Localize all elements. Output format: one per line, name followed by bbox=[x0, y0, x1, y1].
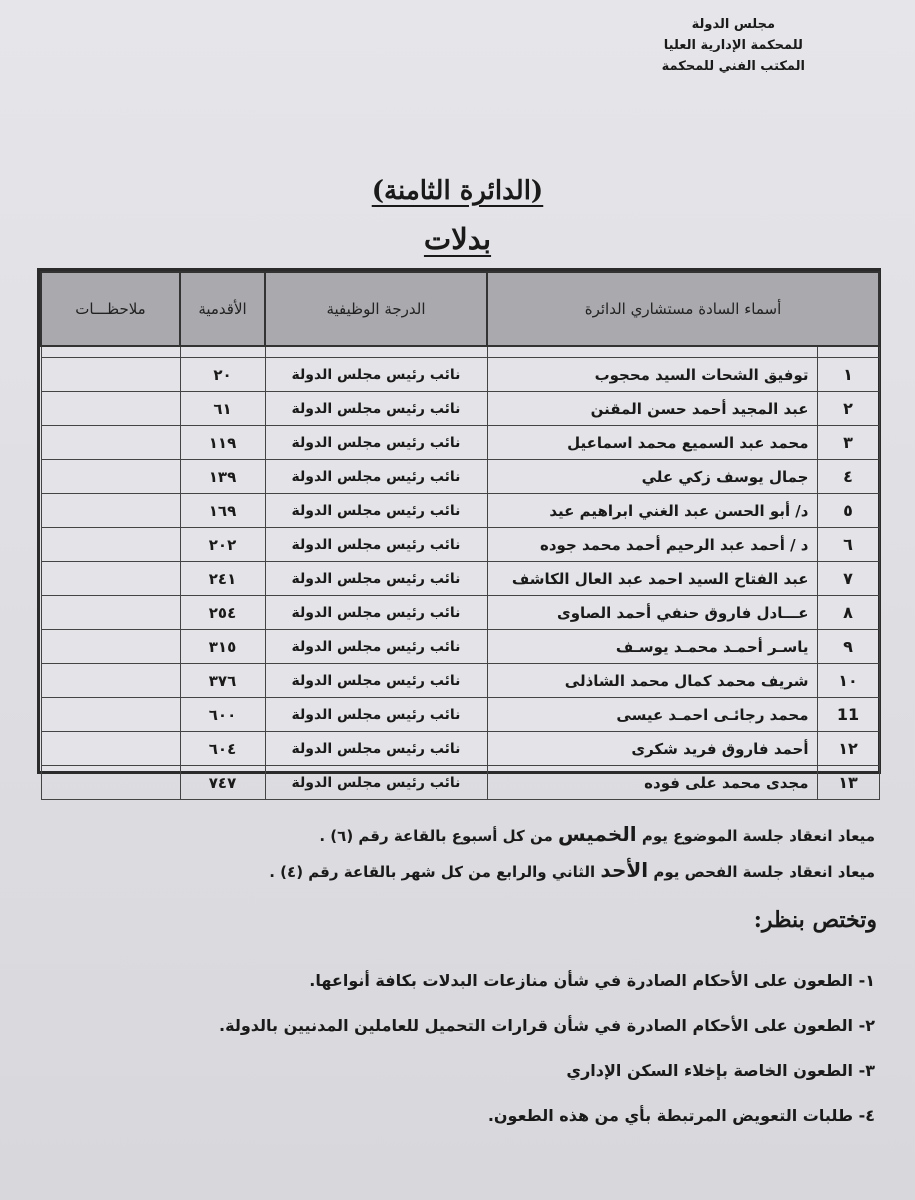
letterhead-line-3: المكتب الفني للمحكمة bbox=[661, 59, 805, 74]
counselor-name: د/ أبو الحسن عبد الغني ابراهيم عيد bbox=[487, 494, 817, 528]
seniority-value: ١٦٩ bbox=[180, 494, 265, 528]
seniority-value: ٦٠٠ bbox=[180, 698, 265, 732]
row-number: ٥ bbox=[817, 494, 879, 528]
table-row bbox=[41, 460, 879, 494]
table-row bbox=[41, 664, 879, 698]
jurisdiction-list bbox=[219, 965, 875, 1145]
notes-cell bbox=[41, 426, 180, 460]
row-number: ٨ bbox=[817, 596, 879, 630]
row-number: ١ bbox=[817, 358, 879, 392]
seniority-value: ٢٥٤ bbox=[180, 596, 265, 630]
row-number: ٧ bbox=[817, 562, 879, 596]
job-grade: نائب رئيس مجلس الدولة bbox=[265, 528, 487, 562]
notes-cell bbox=[41, 596, 180, 630]
list-item: ٤- طلبات التعويض المرتبطة بأي من هذه الطعون. bbox=[487, 1106, 875, 1125]
counselor-name: محمد رجائـى احمـد عيسى bbox=[487, 698, 817, 732]
row-number: ١٣ bbox=[817, 766, 879, 800]
job-grade: نائب رئيس مجلس الدولة bbox=[265, 392, 487, 426]
job-grade: نائب رئيس مجلس الدولة bbox=[265, 664, 487, 698]
notes-cell bbox=[41, 528, 180, 562]
row-number: ٩ bbox=[817, 630, 879, 664]
row-number: ٦ bbox=[817, 528, 879, 562]
notes-cell bbox=[41, 460, 180, 494]
notes-cell bbox=[41, 732, 180, 766]
seniority-value: ٧٤٧ bbox=[180, 766, 265, 800]
seniority-value: ٦٠٤ bbox=[180, 732, 265, 766]
table-row bbox=[41, 698, 879, 732]
job-grade: نائب رئيس مجلس الدولة bbox=[265, 732, 487, 766]
seniority-value: ٣١٥ bbox=[180, 630, 265, 664]
counselor-name: د / أحمد عبد الرحيم أحمد محمد جوده bbox=[487, 528, 817, 562]
job-grade: نائب رئيس مجلس الدولة bbox=[265, 630, 487, 664]
row-number: ١٢ bbox=[817, 732, 879, 766]
seniority-value: ١٣٩ bbox=[180, 460, 265, 494]
letterhead-line-2: للمحكمة الإدارية العليا bbox=[663, 38, 803, 53]
notes-cell bbox=[41, 698, 180, 732]
table-row bbox=[41, 562, 879, 596]
table-row bbox=[41, 528, 879, 562]
list-item: ١- الطعون على الأحكام الصادرة في شأن منازعات البدلات بكافة أنواعها. bbox=[309, 971, 875, 990]
counselors-table bbox=[37, 268, 881, 792]
job-grade: نائب رئيس مجلس الدولة bbox=[265, 358, 487, 392]
seniority-value: ١١٩ bbox=[180, 426, 265, 460]
row-number: ٤ bbox=[817, 460, 879, 494]
notes-cell bbox=[41, 494, 180, 528]
table-row bbox=[41, 494, 879, 528]
header-seniority: الأقدمية bbox=[180, 272, 265, 346]
seniority-value: ٢٤١ bbox=[180, 562, 265, 596]
seniority-value: ٢٠ bbox=[180, 358, 265, 392]
table-row bbox=[41, 766, 879, 800]
job-grade: نائب رئيس مجلس الدولة bbox=[265, 766, 487, 800]
circuit-title: (الدائرة الثامنة) bbox=[371, 176, 544, 206]
notes-cell bbox=[41, 664, 180, 698]
notes-cell bbox=[41, 358, 180, 392]
job-grade: نائب رئيس مجلس الدولة bbox=[265, 460, 487, 494]
job-grade: نائب رئيس مجلس الدولة bbox=[265, 596, 487, 630]
list-item: ٢- الطعون على الأحكام الصادرة في شأن قرارات التحميل للعاملين المدنيين بالدولة. bbox=[219, 1016, 875, 1035]
list-item: ٣- الطعون الخاصة بإخلاء السكن الإداري bbox=[566, 1061, 875, 1080]
job-grade: نائب رئيس مجلس الدولة bbox=[265, 494, 487, 528]
row-number: ٢ bbox=[817, 392, 879, 426]
notes-cell bbox=[41, 630, 180, 664]
counselor-name: أحمد فاروق فريد شكرى bbox=[487, 732, 817, 766]
notes-cell bbox=[41, 766, 180, 800]
counselor-name: توفيق الشحات السيد محجوب bbox=[487, 358, 817, 392]
table-row bbox=[41, 596, 879, 630]
row-number: ٣ bbox=[817, 426, 879, 460]
letterhead-line-1: مجلس الدولة bbox=[691, 17, 775, 32]
seniority-value: ٢٠٢ bbox=[180, 528, 265, 562]
table-row bbox=[41, 630, 879, 664]
schedule-line-2: ميعاد انعقاد جلسة الفحص يوم الأحد الثاني والرابع من كل شهر بالقاعة رقم (٤) . bbox=[269, 858, 875, 882]
header-grade: الدرجة الوظيفية bbox=[265, 272, 487, 346]
letterhead bbox=[662, 14, 805, 77]
job-grade: نائب رئيس مجلس الدولة bbox=[265, 426, 487, 460]
seniority-value: ٦١ bbox=[180, 392, 265, 426]
schedule-line-1: ميعاد انعقاد جلسة الموضوع يوم الخميس من كل أسبوع بالقاعة رقم (٦) . bbox=[319, 822, 875, 846]
counselor-name: جمال يوسف زكي علي bbox=[487, 460, 817, 494]
row-number: ١٠ bbox=[817, 664, 879, 698]
notes-cell bbox=[41, 562, 180, 596]
table-row bbox=[41, 358, 879, 392]
counselor-name: ياسـر أحمـد محمـد يوسـف bbox=[487, 630, 817, 664]
notes-cell bbox=[41, 392, 180, 426]
table-row bbox=[41, 392, 879, 426]
counselor-name: مجدى محمد على فوده bbox=[487, 766, 817, 800]
job-grade: نائب رئيس مجلس الدولة bbox=[265, 562, 487, 596]
counselor-name: شريف محمد كمال محمد الشاذلى bbox=[487, 664, 817, 698]
row-number: 11 bbox=[817, 698, 879, 732]
table-header-row bbox=[41, 272, 879, 346]
counselor-name: عبد المجيد أحمد حسن المقنن bbox=[487, 392, 817, 426]
circuit-subtitle: بدلات bbox=[423, 222, 492, 256]
counselor-name: محمد عبد السميع محمد اسماعيل bbox=[487, 426, 817, 460]
job-grade: نائب رئيس مجلس الدولة bbox=[265, 698, 487, 732]
table-row bbox=[41, 732, 879, 766]
seniority-value: ٣٧٦ bbox=[180, 664, 265, 698]
header-notes: ملاحظـــات bbox=[41, 272, 180, 346]
counselor-name: عبد الفتاح السيد احمد عبد العال الكاشف bbox=[487, 562, 817, 596]
counselor-name: عـــادل فاروق حنفي أحمد الصاوى bbox=[487, 596, 817, 630]
table-row bbox=[41, 426, 879, 460]
header-names: أسماء السادة مستشاري الدائرة bbox=[487, 272, 879, 346]
jurisdiction-title: وتختص بنظر: bbox=[753, 907, 877, 933]
